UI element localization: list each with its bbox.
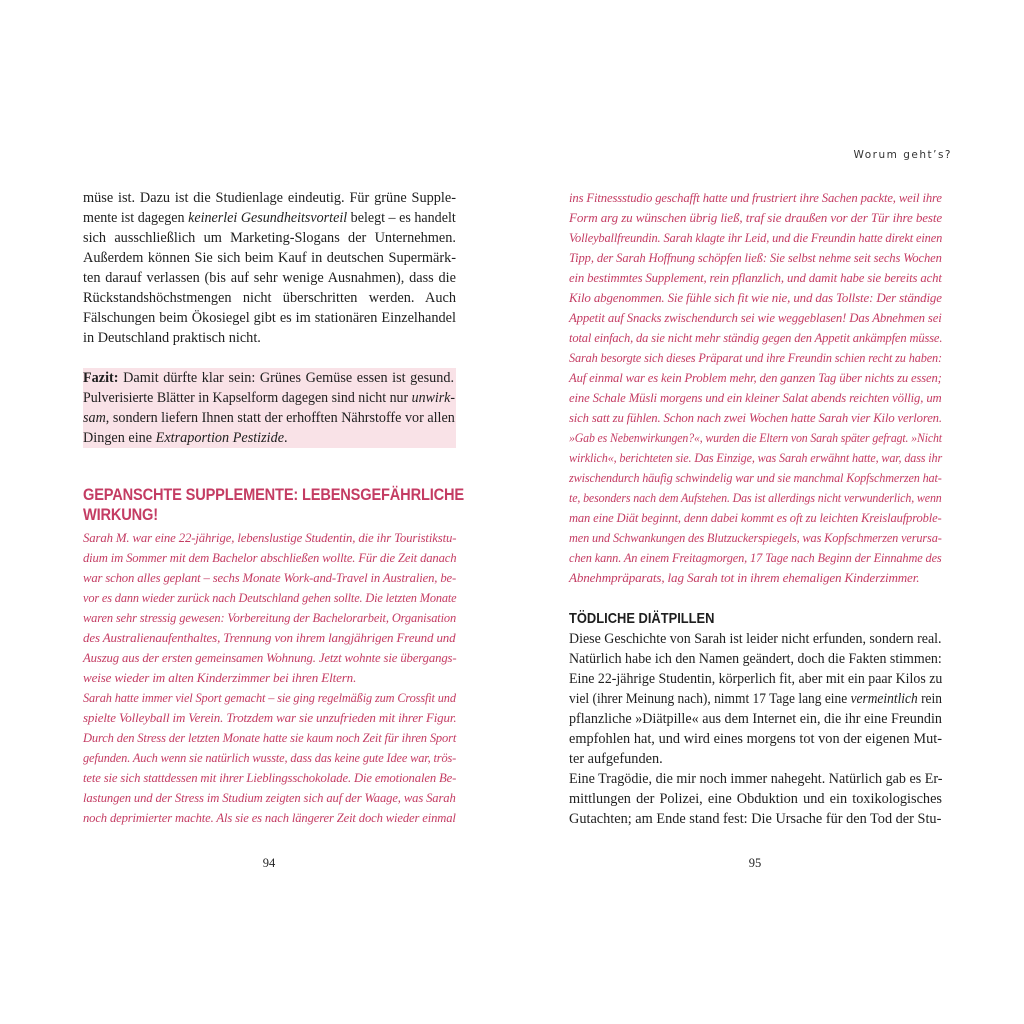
text-segment: sich ausschließlich um Marketing-Slogans der Unternehmen. bbox=[83, 230, 456, 246]
running-head: Worum geht’s? bbox=[853, 149, 952, 161]
subheading: TÖDLICHE DIÄTPILLEN bbox=[569, 610, 715, 627]
story-line: Sarah besorgte sich dieses Präparat und ihre Freundin schien recht zu haben: bbox=[569, 350, 942, 365]
story-line: Form arg zu wünschen übrig ließ, traf sie draußen vor der Tür ihre beste bbox=[569, 210, 942, 225]
text-segment: Außerdem können Sie sich beim Kauf in deutschen Supermärk- bbox=[83, 250, 456, 266]
text-segment: mittlungen der Polizei, eine Obduktion und ein toxikologisches bbox=[569, 791, 942, 807]
text-segment: keinerlei Gesundheitsvorteil bbox=[188, 210, 348, 226]
story-line: Sarah hatte immer viel Sport gemacht – sie ging regelmäßig zum Crossfit und bbox=[83, 690, 456, 705]
intro-paragraph bbox=[83, 188, 456, 348]
text-line bbox=[83, 188, 456, 208]
text-line bbox=[82, 428, 455, 448]
text-segment: Dingen eine bbox=[82, 430, 156, 446]
text-segment: ten darauf verlassen (bis auf sehr wenige Ausnahmen), dass die bbox=[83, 270, 456, 286]
story-line: »Gab es Nebenwirkungen?«, wurden die Eltern von Sarah später gefragt. »Nicht bbox=[569, 430, 942, 445]
text-segment: ter aufgefunden. bbox=[569, 751, 663, 767]
story-line: tete sie sich stattdessen mit ihrer Lieblingsschokolade. Die emotionalen Be- bbox=[83, 770, 457, 785]
text-line bbox=[569, 649, 942, 669]
text-line bbox=[569, 629, 942, 649]
text-segment: Gutachten; am Ende stand fest: Die Ursache für den Tod der Stu- bbox=[569, 811, 942, 827]
text-line bbox=[83, 288, 456, 308]
story-line: eine Schale Müsli morgens und ein kleiner Salat abends reichten völlig, um bbox=[569, 390, 942, 405]
story-line: dium im Sommer mit dem Bachelor abschließen wollte. Für die Zeit danach bbox=[83, 550, 457, 565]
text-segment: Eine Tragödie, die mir noch immer nahegeht. Natürlich gab es Er- bbox=[569, 771, 943, 787]
story-line: Auf einmal war es kein Problem mehr, den ganzen Tag über nichts zu essen; bbox=[569, 370, 942, 385]
story-line: man eine Diät beginnt, denn dabei kommt es oft zu leichten Kreislaufproble- bbox=[569, 510, 942, 525]
text-segment: Fälschungen beim Ökosiegel gibt es im stationären Einzelhandel bbox=[83, 310, 456, 326]
story-line: lastungen und der Stress im Studium zeigten sich auf der Waage, was Sarah bbox=[83, 790, 456, 805]
text-line bbox=[83, 308, 456, 328]
text-segment: müse ist. Dazu ist die Studienlage eindeutig. Für grüne Supple- bbox=[83, 190, 456, 206]
text-segment: , sondern liefern Ihnen statt der erhofften Nährstoffe vor allen bbox=[105, 410, 455, 426]
text-segment: sam bbox=[82, 410, 106, 426]
story-line: Appetit auf Snacks zwischendurch sei wie weggeblasen! Das Abnehmen sei bbox=[569, 310, 942, 325]
text-segment: mente ist dagegen bbox=[83, 210, 189, 226]
text-segment: Extraportion Pestizide bbox=[155, 430, 285, 446]
text-segment: Fazit: bbox=[82, 370, 119, 386]
story-line: Kilo abgenommen. Sie fühle sich fit wie nie, und das Tollste: Der ständige bbox=[569, 290, 942, 305]
story-line: noch deprimierter machte. Als sie es nach längerer Zeit doch wieder einmal bbox=[83, 810, 456, 825]
story-line: men und Schwankungen des Blutzuckerspiegels, was Kopfschmerzen verursa- bbox=[569, 530, 942, 545]
text-segment: rein bbox=[917, 691, 942, 707]
text-line bbox=[569, 729, 942, 749]
text-line bbox=[82, 408, 453, 428]
text-line bbox=[83, 268, 456, 288]
text-line bbox=[569, 769, 943, 789]
text-segment: in Deutschland praktisch nicht. bbox=[83, 330, 261, 346]
story-line: gefunden. Auch wenn sie natürlich wusste, dass das keine gute Idee war, trös- bbox=[83, 750, 457, 765]
text-segment: . bbox=[284, 430, 288, 446]
section-heading bbox=[83, 485, 464, 525]
text-line bbox=[569, 709, 942, 729]
page-number-left: 94 bbox=[262, 856, 276, 870]
story-line: total einfach, da sie nicht mehr ständig gegen den Appetit ankämpfen müsse. bbox=[569, 330, 943, 345]
text-segment: Damit dürfte klar sein: Grünes Gemüse essen ist gesund. bbox=[118, 370, 455, 386]
story-line: Abnehmpräparats, lag Sarah tot in ihrem ehemaligen Kinderzimmer. bbox=[569, 570, 920, 585]
text-line bbox=[569, 689, 942, 709]
fazit-box bbox=[83, 368, 456, 448]
text-segment: belegt – es handelt bbox=[347, 210, 456, 226]
story-line: te, besonders nach dem Aufstehen. Das ist allerdings nicht verwunderlich, wenn bbox=[569, 490, 942, 505]
text-segment: Eine 22-jährige Studentin, körperlich fit, aber mit ein paar Kilos zu bbox=[569, 671, 943, 687]
story-line: wirklich«, berichteten sie. Das Einzige, was Sarah erwähnt hatte, war, dass ihr bbox=[569, 450, 943, 465]
story-line: chen kann. An einem Freitagmorgen, 17 Tage nach Beginn der Einnahme des bbox=[569, 550, 942, 565]
text-segment: Pulverisierte Blätter in Kapselform dagegen sind nicht nur bbox=[82, 390, 412, 406]
text-segment: viel (ihrer Meinung nach), nimmt 17 Tage lang eine bbox=[569, 691, 851, 707]
text-segment: Diese Geschichte von Sarah ist leider nicht erfunden, sondern real. bbox=[569, 631, 942, 647]
story-line: zwischendurch häufig schwindelig war und sie manchmal Kopfschmerzen hat- bbox=[569, 470, 942, 485]
story-line: Auszug aus der ersten gemeinsamen Wohnung. Jetzt wohnte sie übergangs- bbox=[83, 650, 457, 665]
page-number-right: 95 bbox=[748, 856, 762, 870]
story-line: ins Fitnessstudio geschafft hatte und frustriert ihre Sachen packte, weil ihre bbox=[569, 190, 942, 205]
text-line bbox=[569, 669, 943, 689]
story-line: waren sehr stressig gewesen: Vorbereitung der Bachelorarbeit, Organisation bbox=[83, 610, 457, 625]
story-line: weise wieder im alten Kinderzimmer bei ihren Eltern. bbox=[83, 670, 357, 685]
section-heading-line: GEPANSCHTE SUPPLEMENTE: LEBENSGEFÄHRLICHE bbox=[83, 485, 464, 504]
story-line: sich satt zu fühlen. Schon nach zwei Wochen hatte Sarah vier Kilo verloren. bbox=[569, 410, 942, 425]
section-heading-line: WIRKUNG! bbox=[83, 505, 158, 524]
text-line bbox=[83, 328, 456, 348]
text-line bbox=[82, 368, 455, 388]
story-line: war schon alles geplant – sechs Monate Work-and-Travel in Australien, be- bbox=[83, 570, 457, 585]
story-line: Sarah M. war eine 22-jährige, lebenslustige Studentin, die ihr Touristikstu- bbox=[83, 530, 457, 545]
text-segment: pflanzliche »Diätpille« aus dem Internet ein, die ihr eine Freundin bbox=[569, 711, 942, 727]
text-line bbox=[569, 749, 942, 769]
text-segment: Rückstandshöchstmengen nicht überschritten werden. Auch bbox=[83, 290, 456, 306]
text-line bbox=[83, 228, 456, 248]
subheading-box bbox=[569, 609, 942, 629]
story-line: Tipp, der Sarah Hoffnung schöpfen ließ: Sie selbst nehme seit sechs Wochen bbox=[569, 250, 942, 265]
story-line: vor es dann wieder zurück nach Deutschland gehen sollte. Die letzten Monate bbox=[83, 590, 457, 605]
story-line: spielte Volleyball im Verein. Trotzdem war sie unzufrieden mit ihrer Figur. bbox=[83, 710, 457, 725]
text-line bbox=[82, 388, 455, 408]
text-segment: Natürlich habe ich den Namen geändert, doch die Fakten stimmen: bbox=[569, 651, 942, 667]
text-segment: unwirk- bbox=[411, 390, 455, 406]
text-line bbox=[83, 208, 456, 228]
body-paragraph-right bbox=[569, 629, 942, 829]
story-line: Durch den Stress der letzten Monate hatte sie kaum noch Zeit für ihren Sport bbox=[83, 730, 457, 745]
story-text-right bbox=[569, 188, 942, 588]
text-line bbox=[83, 248, 456, 268]
story-line: ein bestimmtes Supplement, rein pflanzlich, und damit habe sie bereits acht bbox=[569, 270, 942, 285]
story-line: des Australienaufenthaltes, Trennung von ihrem langjährigen Freund und bbox=[83, 630, 456, 645]
text-line bbox=[569, 789, 942, 809]
story-text-left bbox=[83, 528, 456, 828]
text-line bbox=[569, 809, 942, 829]
text-segment: vermeintlich bbox=[850, 691, 918, 707]
text-segment: empfohlen hat, und wird eines morgens tot von der eigenen Mut- bbox=[569, 731, 942, 747]
story-line: Volleyballfreundin. Sarah klagte ihr Leid, und die Freundin hatte direkt einen bbox=[569, 230, 943, 245]
